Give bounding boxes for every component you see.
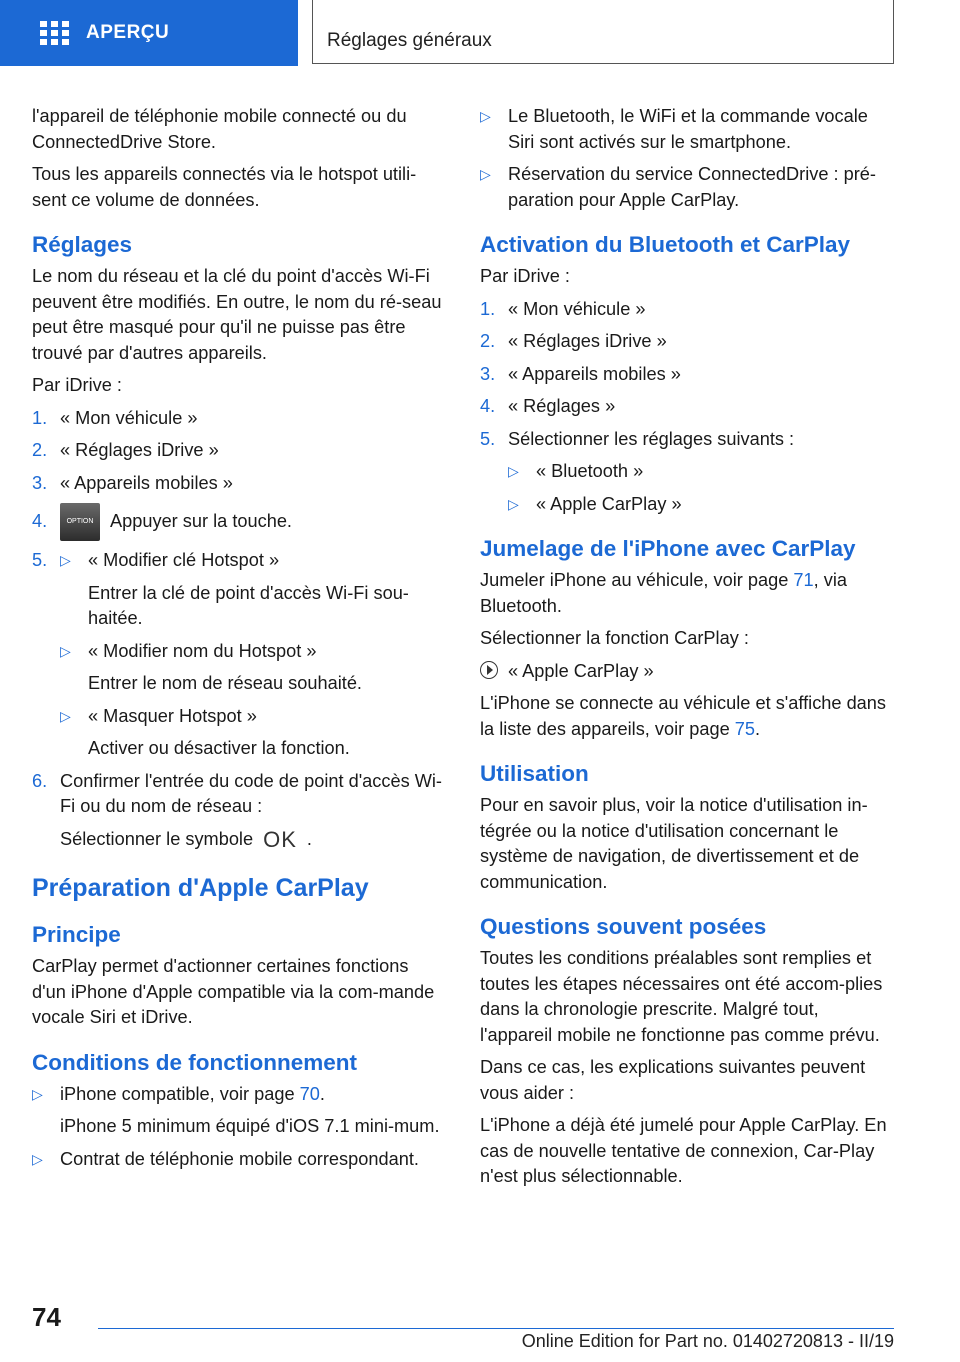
paragraph: Pour en savoir plus, voir la notice d'utilisation in-tégrée ou la notice d'utilisation concernant le système de navigation, de divertissement et de communication. [480,795,868,892]
list-item: 1. « Mon véhicule » [480,298,646,319]
sub-text: iPhone 5 minimum équipé d'iOS 7.1 mini-mum. [60,1116,440,1136]
paragraph: Par iDrive : [480,266,570,286]
paragraph: Jumeler iPhone au véhicule, voir page 71, via Bluetooth. [480,570,848,616]
list-item: 5. ▷ « Modifier clé Hotspot » Entrer la clé de point d'accès Wi-Fi sou-haitée. ▷ « Modifier nom du Hotspot » Entrer le nom de réseau souhaité. ▷ « Masquer Hotspot » Activer ou désactiver la fonction. [32,548,444,762]
heading-preparation: Préparation d'Apple CarPlay [32,874,369,902]
list-item: 3. « Appareils mobiles » [480,363,681,384]
option-button-icon: OPTION [60,503,100,541]
bullet-item: ▷ Le Bluetooth, le WiFi et la commande vocale Siri sont activés sur le smartphone. [480,106,868,152]
sub-text: Entrer la clé de point d'accès Wi-Fi sou-haitée. [88,582,409,628]
bullet-item: ▷ iPhone compatible, voir page 70. [32,1083,325,1104]
paragraph: L'iPhone a déjà été jumelé pour Apple CarPlay. En cas de nouvelle tentative de connexion, Car-Play n'est plus sélectionnable. [480,1115,887,1186]
heading-reglages: Réglages [32,232,133,257]
overview-tab[interactable] [0,0,298,66]
heading-principe: Principe [32,922,121,947]
heading-jumelage: Jumelage de l'iPhone avec CarPlay [480,536,856,561]
page-number: 74 [32,1302,61,1332]
heading-faq: Questions souvent posées [480,914,767,939]
paragraph: Le nom du réseau et la clé du point d'accès Wi-Fi peuvent être modifiés. En outre, le nom du ré-seau peut être masqué pour qu'il ne puisse pas être trouvé par d'autres appareils. [32,266,442,363]
left-column [32,104,444,1179]
list-item: 2. « Réglages iDrive » [480,331,667,351]
paragraph: Tous les appareils connectés via le hotspot utili-sent ce volume de données. [32,164,417,210]
edition-footer: Online Edition for Part no. 01402720813 - II/19 [98,1328,894,1352]
page-link[interactable]: 70 [299,1083,320,1104]
bullet-item: ▷ « Apple CarPlay » [508,493,682,514]
paragraph: Sélectionner la fonction CarPlay : [480,628,749,648]
bullet-item: ▷ « Masquer Hotspot » [60,705,257,726]
paragraph: Dans ce cas, les explications suivantes peuvent vous aider : [480,1057,866,1103]
play-icon [480,661,498,679]
page-link[interactable]: 71 [793,570,814,590]
bullet-item: ▷ « Bluetooth » [508,461,644,481]
heading-activation: Activation du Bluetooth et CarPlay [480,232,851,257]
page-link[interactable]: 75 [734,718,756,739]
heading-conditions: Conditions de fonctionnement [32,1049,357,1075]
list-item: 4. OPTION Appuyer sur la touche. [32,503,444,541]
paragraph: Toutes les conditions préalables sont remplies et toutes les étapes nécessaires ont été accom-plies dans la chronologie prescrite. Malgré tout, l'appareil mobile ne fonctionne pas comme prévu. [480,948,883,1045]
list-item: 3. « Appareils mobiles » [32,472,233,493]
heading-utilisation: Utilisation [480,761,589,786]
chapter-title: Réglages généraux [327,30,492,51]
list-item: 4. « Réglages » [480,396,616,416]
sub-text: Entrer le nom de réseau souhaité. [88,673,362,693]
list-item: 2. « Réglages iDrive » [32,440,219,460]
bullet-item: ▷ « Modifier nom du Hotspot » [60,640,317,661]
bullet-item: ▷ Réservation du service ConnectedDrive : pré-paration pour Apple CarPlay. [480,164,876,210]
bullet-item: ▷ Contrat de téléphonie mobile correspondant. [32,1148,419,1169]
grid-icon [40,21,68,45]
list-item: 6. Confirmer l'entrée du code de point d'accès Wi-Fi ou du nom de réseau : Sélectionner le symbole OK . [32,770,442,852]
chapter-header [312,0,894,64]
overview-label: APERÇU [86,22,170,43]
paragraph: l'appareil de téléphonie mobile connecté ou du ConnectedDrive Store. [32,106,407,152]
ok-icon: OK [263,826,297,852]
bullet-item: ▷ « Modifier clé Hotspot » [60,550,280,570]
right-column [480,104,892,1197]
paragraph: CarPlay permet d'actionner certaines fonctions d'un iPhone d'Apple compatible via la com-mande vocale Siri et iDrive. [32,956,435,1027]
paragraph: Par iDrive : [32,375,122,395]
paragraph: « Apple CarPlay » [480,659,892,685]
paragraph: L'iPhone se connecte au véhicule et s'affiche dans la liste des appareils, voir page 75. [480,693,887,739]
list-item: 5. Sélectionner les réglages suivants : [480,428,795,449]
sub-text: Activer ou désactiver la fonction. [88,738,350,758]
list-item: 1. « Mon véhicule » [32,407,198,428]
